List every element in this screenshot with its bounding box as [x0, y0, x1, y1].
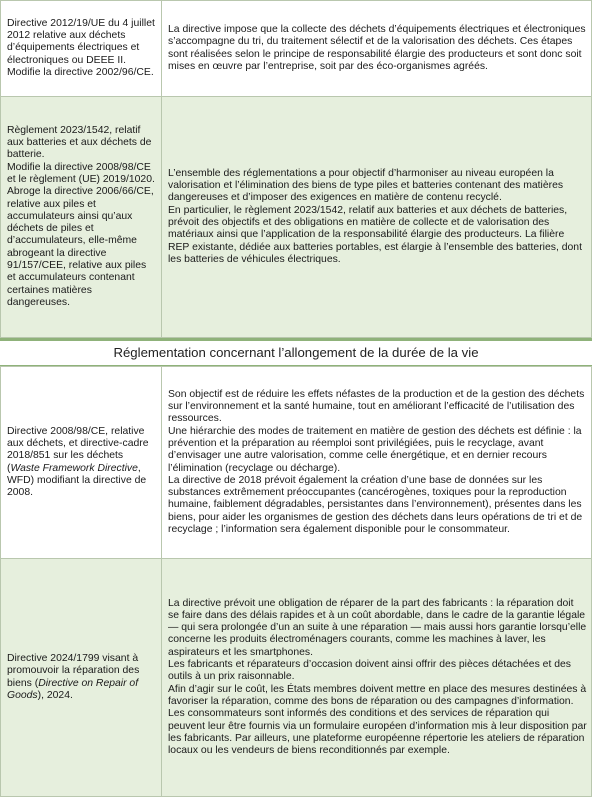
section-title: Réglementation concernant l’allongement de la durée de la vie	[0, 338, 592, 366]
reference-text-part: , WFD) modifiant la directive de 2008.	[7, 462, 147, 499]
description-text: Les consommateurs sont informés des conditions et des services de réparation qui peuvent leur être fournis via un formulaire européen d’information mis à leur disposition par les fabricants. Par ailleurs, une plateforme européenne répertorie les ateliers de réparation locaux ou les vendeurs de biens reconditionnés par exemple.	[168, 708, 587, 757]
regulation-reference	[1, 559, 162, 797]
reference-text	[7, 426, 157, 500]
reference-text	[7, 653, 157, 702]
reference-text-italic: Directive on Repair of Goods	[7, 677, 139, 701]
description-text: En particulier, le règlement 2023/1542, relatif aux batteries et aux déchets de batteries, prévoit des objectifs et des obligations en matière de collecte et de valorisation des matériaux ainsi que l’application de la responsabilité élargie des producteurs. La filière REP existante, dédiée aux batteries portables, est élargie à l’ensemble des batteries, dont les batteries de véhicules électriques.	[168, 204, 582, 265]
table-row	[1, 1, 592, 97]
description-text: L’ensemble des réglementations a pour objectif d’harmoniser au niveau européen la valorisation et l’élimination des biens de type piles et batteries contenant des matières dangereuses et d’imposer des exigences en matière de contenu recyclé.	[168, 167, 564, 204]
regulation-table-bottom	[0, 366, 592, 797]
reference-text-italic: Waste Framework Directive	[10, 462, 138, 474]
regulation-table-top	[0, 0, 592, 338]
reference-text-part: ), 2024.	[37, 689, 73, 701]
description-text: La directive impose que la collecte des déchets d’équipements électriques et électroniques s’accompagne du tri, du traitement sélectif et de la valorisation des déchets. Ces étapes sont réalisées selon le principe de responsabilité élargie des producteurs et sont donc soit mises en œuvre par l’entreprise, soit par des éco-organismes agréés.	[168, 23, 586, 72]
regulation-description	[162, 559, 592, 797]
reference-text-part: Directive 2008/98/CE, relative aux déchets, et directive-cadre 2018/851 sur les déchets (	[7, 425, 149, 474]
reference-text: Abroge la directive 2006/66/CE, relative aux piles et accumulateurs ainsi qu’aux déchets de piles et d’accumulateurs, elle-même abrogeant la directive 91/157/CEE, relative aux piles et accumulateurs contenant certaines matières dangereuses.	[7, 186, 154, 308]
description-text: Afin d’agir sur le coût, les États membres doivent mettre en place des mesures destinées à favoriser la réparation, comme des bons de réparation ou des campagnes d’information.	[168, 683, 587, 707]
table-row	[1, 97, 592, 338]
reference-text: Modifie la directive 2002/96/CE.	[7, 66, 154, 78]
regulation-description	[162, 367, 592, 559]
table-row	[1, 559, 592, 797]
description-text: La directive prévoit une obligation de réparer de la part des fabricants : la réparation doit se faire dans des délais rapides et à un coût abordable, dans le cadre de la garantie légale — qui sera prolongée d’un an suite à une réparation — mais aussi hors garantie lorsqu’elle concerne les produits électroménagers courants, comme les machines à laver, les aspirateurs et les smartphones.	[168, 597, 587, 658]
description-text: Son objectif est de réduire les effets néfastes de la production et de la gestion des déchets sur l’environnement et la santé humaine, tout en améliorant l’efficacité de l’utilisation des ressources.	[168, 388, 585, 425]
regulation-description	[162, 1, 592, 97]
regulation-reference	[1, 1, 162, 97]
reference-text: Règlement 2023/1542, relatif aux batteries et aux déchets de batterie.	[7, 124, 152, 161]
reference-text: Modifie la directive 2008/98/CE et le règlement (UE) 2019/1020.	[7, 161, 155, 185]
reference-text: Directive 2012/19/UE du 4 juillet 2012 relative aux déchets d’équipements électriques et électroniques ou DEEE II.	[7, 17, 155, 66]
description-text: La directive de 2018 prévoit également la création d’une base de données sur les substances extrêmement préoccupantes (cancérogènes, toxiques pour la reproduction humaine, faiblement dégradables, persistantes dans l’environnement), présentes dans les biens, pour aider les organismes de gestion des déchets dans leurs opérations de tri et de recyclage ; l’information sera également disponible pour le consommateur.	[168, 474, 583, 535]
description-text: Une hiérarchie des modes de traitement en matière de gestion des déchets est définie : la prévention et la préparation au réemploi sont privilégiées, puis le recyclage, avant d’envisager une autre valorisation, comme celle énergétique, et en dernier recours l’élimination (recyclage ou décharge).	[168, 425, 582, 474]
reference-text-part: Directive 2024/1799 visant à promouvoir la réparation des biens (	[7, 652, 140, 689]
regulation-reference	[1, 367, 162, 559]
table-row	[1, 367, 592, 559]
description-text: Les fabricants et réparateurs d’occasion doivent ainsi offrir des pièces détachées et des outils à un prix raisonnable.	[168, 659, 571, 683]
regulation-description	[162, 97, 592, 338]
regulation-reference	[1, 97, 162, 338]
